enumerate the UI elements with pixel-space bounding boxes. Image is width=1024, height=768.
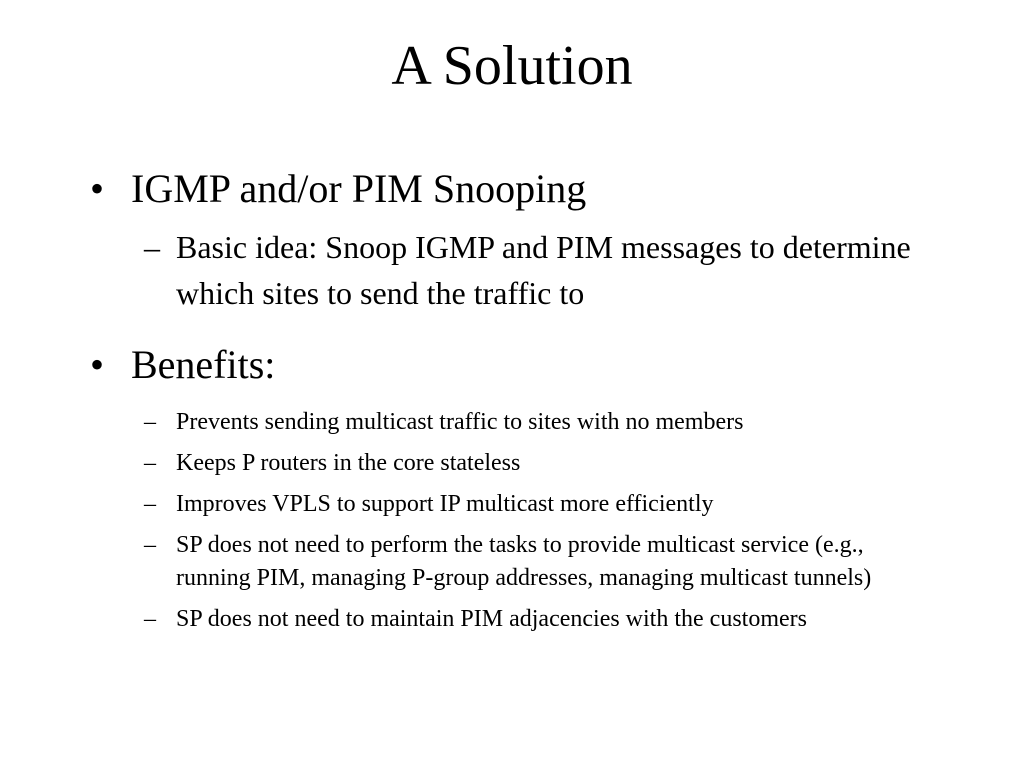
sub-bullet-item — [0, 224, 1024, 316]
sub-bullet-item — [0, 406, 1024, 439]
dash-marker: – — [144, 450, 156, 476]
sub-bullet-text: Basic idea: Snoop IGMP and PIM messages to determine which sites to send the traffic to — [176, 229, 911, 311]
sub-bullet-text: SP does not need to perform the tasks to provide multicast service (e.g., running PIM, managing P-group addresses, managing multicast tunnels) — [176, 532, 872, 591]
sub-bullet-item — [0, 447, 1024, 480]
bullet-marker: • — [90, 166, 105, 211]
sub-bullet-item — [0, 488, 1024, 521]
sub-bullet-text: Keeps P routers in the core stateless — [176, 450, 521, 476]
bullet-marker: • — [90, 342, 105, 387]
sub-bullet-item — [0, 603, 1024, 636]
dash-marker: – — [144, 532, 156, 558]
dash-marker: – — [144, 491, 156, 517]
sub-bullet-text: Prevents sending multicast traffic to sites with no members — [176, 409, 744, 435]
bullet-text: Benefits: — [131, 342, 276, 387]
sub-bullet-text: SP does not need to maintain PIM adjacencies with the customers — [176, 606, 807, 632]
dash-marker: – — [144, 229, 160, 265]
sub-bullet-item — [0, 529, 1024, 595]
bullet-text: IGMP and/or PIM Snooping — [131, 166, 587, 211]
slide-title: A Solution — [391, 35, 633, 97]
dash-marker: – — [144, 606, 156, 632]
bullet-item — [0, 164, 1024, 214]
sub-bullet-text: Improves VPLS to support IP multicast more efficiently — [176, 491, 714, 517]
bullet-item — [0, 340, 1024, 390]
slide-body — [0, 164, 1024, 636]
dash-marker: – — [144, 409, 156, 435]
